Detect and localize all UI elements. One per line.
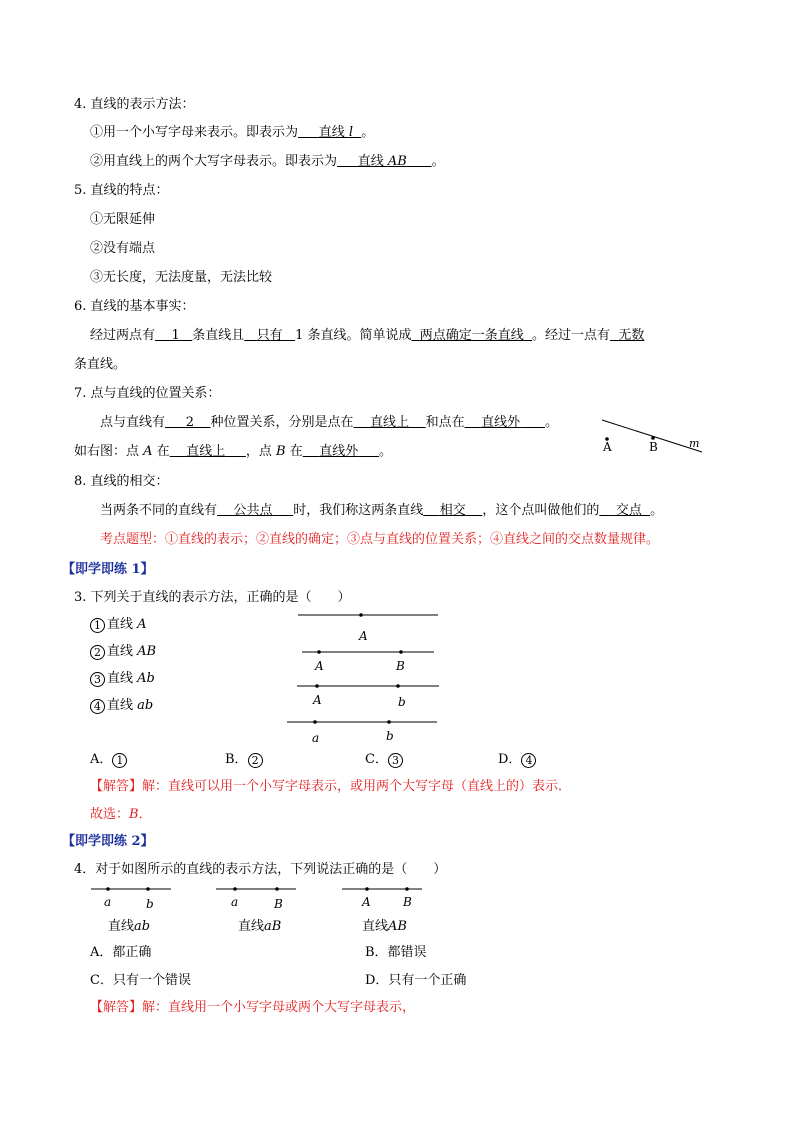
text: 。 (431, 154, 445, 169)
point-var: B (276, 444, 286, 459)
option-text: 直线 (107, 644, 138, 659)
section-7-line-2 (74, 443, 392, 461)
answer-text: 解：直线可以用一个小写字母表示，或用两个大写字母（直线上的）表示． (142, 779, 572, 794)
text: 时，我们称这两条直线 (293, 503, 424, 518)
text: ，这个点叫做他们的 (482, 503, 600, 518)
exercise-1-option (90, 643, 156, 661)
circled-number: 2 (248, 753, 263, 768)
option-var: A (137, 617, 147, 632)
answer-blank (155, 328, 192, 343)
section-4-line-1 (90, 124, 374, 142)
exercise-1-choice-b[interactable] (225, 751, 265, 769)
answer-tag: 【解答】 (90, 779, 143, 794)
circled-number: 3 (90, 672, 105, 687)
answer-blank (423, 503, 482, 518)
e2-fig1-label-1: a (104, 895, 112, 909)
exercise-1-option (90, 670, 155, 688)
section-5-item: ②没有端点 (90, 241, 156, 256)
circled-number: 4 (90, 699, 105, 714)
section-5-item: ③无长度，无法度量，无法比较 (90, 270, 273, 285)
option-text: 直线 (107, 617, 138, 632)
section-7-title: 7. 点与直线的位置关系： (74, 386, 221, 401)
point-line-svg (596, 410, 708, 458)
exercise-1-option (90, 697, 153, 715)
answer-blank (465, 415, 545, 430)
text: 经过两点有 (90, 328, 156, 343)
exercise-1-answer (90, 778, 571, 796)
option-var: ab (137, 698, 154, 713)
answer-text: 直线外 (319, 444, 359, 459)
answer-blank (244, 328, 295, 343)
text: ②用直线上的两个大写字母表示。即表示为 (90, 154, 338, 169)
answer-text: 两点确定一条直线 (419, 328, 524, 343)
answer-text: 公共点 (233, 503, 273, 518)
option-text: 直线 (107, 698, 138, 713)
section-8-title: 8. 直线的相交： (74, 474, 169, 489)
choice-letter: A． (90, 752, 113, 767)
exercise-1-figures (284, 606, 444, 746)
text: 。 (544, 415, 558, 430)
fig2-label-1: A (315, 659, 324, 673)
e2-fig3-label-2: B (403, 895, 412, 909)
answer-blank (337, 154, 432, 169)
section-8-line-1 (100, 502, 663, 520)
fig4-point-1 (313, 720, 317, 724)
point-line-figure (596, 410, 708, 458)
section-4-title: 4. 直线的表示方法： (74, 97, 195, 112)
label-m: m (689, 437, 700, 450)
text: 种位置关系，分别是点在 (210, 415, 354, 430)
conclusion-text: ． (138, 807, 152, 822)
e2-fig3-point-2 (405, 887, 409, 891)
e2-fig2-caption (238, 918, 281, 934)
section-6-line-2: 条直线。 (74, 357, 127, 372)
answer-text: 直线上 (370, 415, 410, 430)
fig1-label: A (359, 629, 368, 643)
answer-tag: 【解答】 (90, 1000, 143, 1015)
answer-blank (165, 415, 210, 430)
fig3-label-1: A (313, 693, 322, 707)
text: 1 条直线。简单说成 (295, 328, 412, 343)
answer-text: 直线外 (481, 415, 521, 430)
section-6-line-1 (90, 327, 644, 345)
text: 条直线且 (192, 328, 245, 343)
section-7-line-1 (100, 414, 558, 432)
e2-fig1-point-1 (106, 887, 110, 891)
e2-fig2-label-1: a (231, 895, 239, 909)
caption-var: aB (264, 919, 282, 934)
exercise-1-option (90, 616, 147, 634)
option-text: 直线 (107, 671, 138, 686)
option-var: AB (137, 644, 157, 659)
text: 在 (152, 444, 170, 459)
conclusion-text: 故选： (90, 807, 130, 822)
e2-fig2-label-2: B (274, 897, 283, 911)
option-var: Ab (137, 671, 155, 686)
caption-text: 直线 (362, 919, 389, 934)
text: 点与直线有 (100, 415, 166, 430)
text: 。经过一点有 (532, 328, 611, 343)
caption-text: 直线 (238, 919, 265, 934)
fig4-label-2: b (386, 729, 394, 743)
fig1-point (359, 613, 363, 617)
answer-var: l (348, 125, 353, 140)
caption-text: 直线 (108, 919, 135, 934)
answer-blank (354, 415, 426, 430)
answer-blank (217, 503, 293, 518)
conclusion-value: B (129, 807, 139, 822)
choice-letter: B． (225, 752, 248, 767)
fig2-label-2: B (396, 659, 405, 673)
answer-text: 直线 (318, 125, 349, 140)
exercise-1-choice-d[interactable] (498, 751, 538, 769)
section-6-title: 6. 直线的基本事实： (74, 299, 195, 314)
section-5-title: 5. 直线的特点： (74, 183, 169, 198)
e2-fig2-point-1 (233, 887, 237, 891)
e2-fig1-point-2 (146, 887, 150, 891)
exercise-1-header: 【即学即练 1】 (62, 562, 154, 577)
answer-var: AB (387, 154, 407, 169)
circled-number: 2 (90, 645, 105, 660)
section-4-line-2 (90, 153, 445, 171)
e2-fig1-label-2: b (146, 897, 154, 911)
exercise-2-choice-b[interactable]: B．都错误 (365, 945, 427, 960)
fig4-label-1: a (312, 731, 320, 745)
fig3-point-1 (315, 684, 319, 688)
circled-number: 1 (90, 618, 105, 633)
exercise-2-header: 【即学即练 2】 (62, 834, 154, 849)
text: 在 (285, 444, 303, 459)
exercise-1-figures-svg (284, 606, 444, 746)
point-var: A (143, 444, 153, 459)
answer-blank (298, 125, 361, 140)
exercise-1-choice-a[interactable] (90, 751, 129, 769)
exercise-2-figures-svg (88, 880, 428, 936)
text: 如右图：点 (74, 444, 144, 459)
e2-fig3-point-1 (365, 887, 369, 891)
answer-text: 直线上 (186, 444, 226, 459)
text: 。 (650, 503, 664, 518)
answer-text: 只有 (256, 328, 283, 343)
answer-text: 1 (171, 328, 180, 343)
exercise-2-choice-c[interactable]: C．只有一个错误 (90, 973, 191, 988)
exercise-2-question: 4．对于如图所示的直线的表示方法，下列说法正确的是（ ） (74, 862, 447, 877)
answer-text: 2 (185, 415, 194, 430)
exercise-2-choice-a[interactable]: A．都正确 (90, 945, 152, 960)
e2-fig3-caption (362, 918, 407, 934)
exercise-1-choice-c[interactable] (365, 751, 405, 769)
fig4-point-2 (387, 720, 391, 724)
circled-number: 1 (112, 753, 127, 768)
answer-blank (610, 328, 644, 343)
fig3-label-2: b (398, 695, 406, 709)
fig3-point-2 (396, 684, 400, 688)
answer-text: 解：直线用一个小写字母或两个大写字母表示， (142, 1000, 416, 1015)
e2-fig2-point-2 (275, 887, 279, 891)
choice-letter: D． (498, 752, 522, 767)
answer-text: 相交 (439, 503, 466, 518)
exercise-2-answer (90, 999, 415, 1017)
text: 当两条不同的直线有 (100, 503, 218, 518)
answer-blank (170, 444, 246, 459)
caption-var: AB (388, 919, 407, 934)
choice-letter: C． (365, 752, 388, 767)
fig2-point-2 (399, 650, 403, 654)
text: ①用一个小写字母来表示。即表示为 (90, 125, 299, 140)
label-b: B (649, 440, 658, 454)
answer-text: 直线 (357, 154, 388, 169)
circled-number: 3 (388, 753, 403, 768)
label-a: A (603, 440, 612, 454)
exercise-2-figures (88, 880, 428, 936)
text: ，点 (245, 444, 277, 459)
e2-fig1-caption (108, 918, 150, 934)
answer-text: 无数 (618, 328, 645, 343)
exercise-2-choice-d[interactable]: D．只有一个正确 (365, 973, 467, 988)
e2-fig3-label-1: A (362, 895, 371, 909)
text: 和点在 (425, 415, 465, 430)
circled-number: 4 (521, 753, 536, 768)
answer-blank (303, 444, 379, 459)
exercise-1-conclusion (90, 806, 152, 824)
section-5-item: ①无限延伸 (90, 212, 156, 227)
text: 。 (378, 444, 392, 459)
answer-blank (411, 328, 532, 343)
caption-var: ab (134, 919, 151, 934)
fig2-point-1 (317, 650, 321, 654)
exercise-1-question: 3. 下列关于直线的表示方法，正确的是（ ） (74, 590, 351, 605)
topics-note: 考点题型：①直线的表示；②直线的确定；③点与直线的位置关系；④直线之间的交点数量规律。 (100, 532, 660, 547)
answer-text: 交点 (615, 503, 642, 518)
text: 。 (361, 125, 375, 140)
answer-blank (599, 503, 650, 518)
